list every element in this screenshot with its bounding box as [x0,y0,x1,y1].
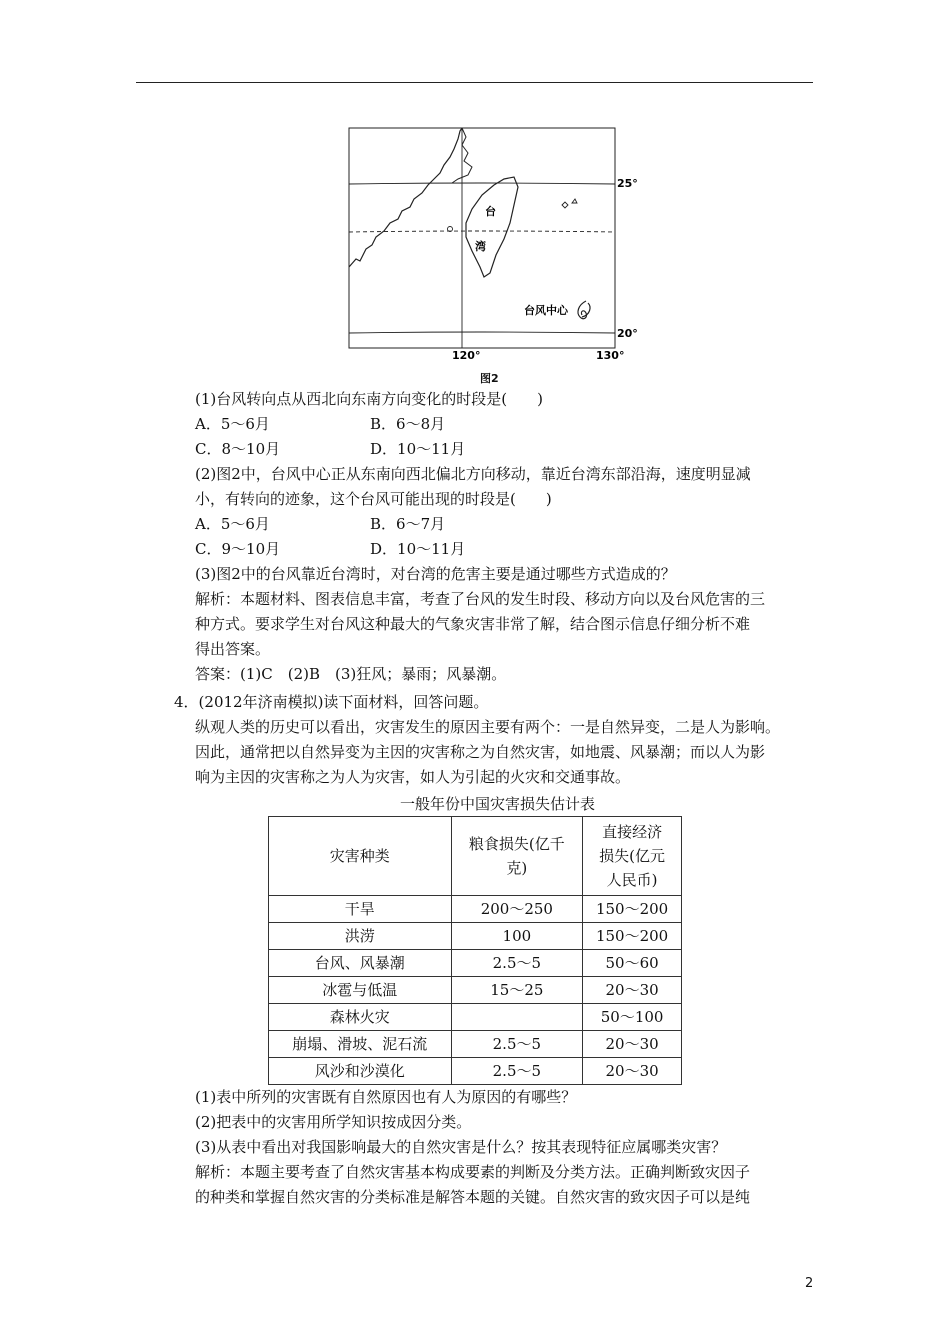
q1-option-b: B．6～8月 [370,415,446,433]
answer1: 答案：(1)C (2)B (3)狂风；暴雨；风暴潮。 [195,665,507,683]
cell-grain: 15～25 [451,977,583,1004]
typhoon-label: 台风中心 [524,304,568,317]
lat-25-line [349,183,615,184]
taiwan-island [466,177,518,277]
cell-type: 台风、风暴潮 [269,950,452,977]
q2-option-d: D．10～11月 [370,540,466,558]
table-title: 一般年份中国灾害损失估计表 [400,795,596,813]
problem4-para-line1: 纵观人类的历史可以看出，灾害发生的原因主要有两个：一是自然异变，二是人为影响。 [195,718,781,736]
analysis2-line1: 解析：本题主要考查了自然灾害基本构成要素的判断及分类方法。正确判断致灾因子 [195,1163,751,1181]
q3-stem: (3)图2中的台风靠近台湾时，对台湾的危害主要是通过哪些方式造成的？ [195,565,676,583]
lat-25-label: 25° [617,177,638,190]
analysis1-line3: 得出答案。 [195,640,271,658]
analysis1-line2: 种方式。要求学生对台风这种最大的气象灾害非常了解，结合图示信息仔细分析不难 [195,615,751,633]
cell-type: 崩塌、滑坡、泥石流 [269,1031,452,1058]
cell-econ: 150～200 [583,923,682,950]
lon-130-label: 130° [596,349,625,362]
analysis2-line2: 的种类和掌握自然灾害的分类标准是解答本题的关键。自然灾害的致灾因子可以是纯 [195,1188,751,1206]
cell-econ: 20～30 [583,1058,682,1085]
table-row [269,896,682,923]
problem4-header: 4．(2012年济南模拟)读下面材料，回答问题。 [174,693,489,711]
island-label-2: 湾 [475,240,486,253]
cell-type: 风沙和沙漠化 [269,1058,452,1085]
header-type: 灾害种类 [269,817,452,896]
lon-120-label: 120° [452,349,481,362]
cell-econ: 20～30 [583,1031,682,1058]
q1-option-d: D．10～11月 [370,440,466,458]
header-grain: 粮食损失(亿千 克) [451,817,583,896]
table-row [269,1004,682,1031]
table-row [269,1058,682,1085]
cell-grain: 2.5～5 [451,950,583,977]
table-row [269,923,682,950]
mainland-coast [349,128,462,267]
q1-stem: (1)台风转向点从西北向东南方向变化的时段是( ) [195,390,543,408]
table-header-row [269,817,682,896]
cell-type: 干旱 [269,896,452,923]
q1-option-c: C．8～10月 [195,440,281,458]
map-frame [349,128,615,348]
q4-sub3: (3)从表中看出对我国影响最大的自然灾害是什么？按其表现特征应属哪类灾害？ [195,1138,727,1156]
table-row [269,977,682,1004]
cell-type: 冰雹与低温 [269,977,452,1004]
typhoon-icon [578,301,590,319]
q4-sub2: (2)把表中的灾害用所学知识按成因分类。 [195,1113,472,1131]
island-label-1: 台 [485,205,496,218]
cell-grain [451,1004,583,1031]
cell-grain: 2.5～5 [451,1031,583,1058]
q4-sub1: (1)表中所列的灾害既有自然原因也有人为原因的有哪些？ [195,1088,577,1106]
q2-option-c: C．9～10月 [195,540,281,558]
page-number: 2 [805,1276,814,1291]
analysis1-line1: 解析：本题材料、图表信息丰富，考查了台风的发生时段、移动方向以及台风危害的三 [195,590,766,608]
lat-20-label: 20° [617,327,638,340]
q2-stem-line2: 小，有转向的迹象，这个台风可能出现的时段是( ) [195,490,552,508]
cell-grain: 200～250 [451,896,583,923]
taiwan-typhoon-map [348,127,638,372]
q2-stem-line1: (2)图2中，台风中心正从东南向西北偏北方向移动，靠近台湾东部沿海，速度明显减 [195,465,751,483]
cell-grain: 2.5～5 [451,1058,583,1085]
q2-option-a: A．5～6月 [195,515,270,533]
problem4-para-line2: 因此，通常把以自然异变为主因的灾害称之为自然灾害，如地震、风暴潮；而以人为影 [195,743,766,761]
cell-econ: 20～30 [583,977,682,1004]
tropic-line [349,231,615,232]
q1-option-a: A．5～6月 [195,415,270,433]
cell-econ: 50～60 [583,950,682,977]
cell-econ: 150～200 [583,896,682,923]
figure-caption: 图2 [480,372,499,385]
disaster-loss-table [268,816,682,1085]
cell-econ: 50～100 [583,1004,682,1031]
cell-type: 洪涝 [269,923,452,950]
table-row [269,950,682,977]
cell-grain: 100 [451,923,583,950]
cell-type: 森林火灾 [269,1004,452,1031]
table-row [269,1031,682,1058]
header-econ: 直接经济 损失(亿元 人民币) [583,817,682,896]
header-rule [136,82,813,83]
q2-option-b: B．6～7月 [370,515,446,533]
lat-20-line [349,332,615,333]
problem4-para-line3: 响为主因的灾害称之为人为灾害，如人为引起的火灾和交通事故。 [195,768,631,786]
